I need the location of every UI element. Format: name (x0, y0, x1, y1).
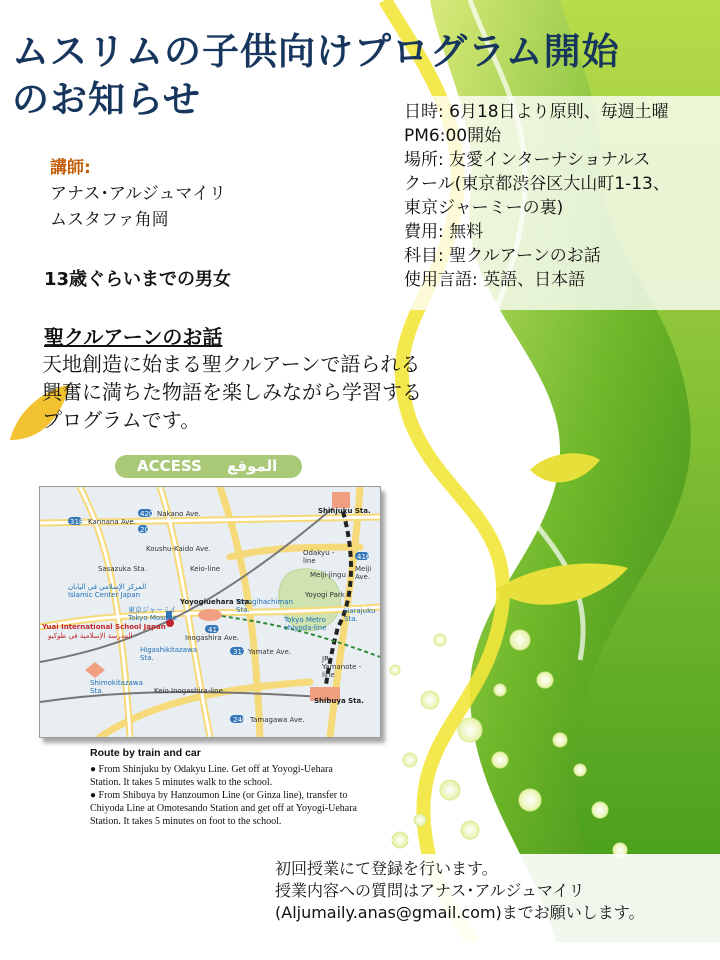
target-age: 13歳ぐらいまでの男女 (44, 269, 232, 290)
description-line-3: プログラムです。 (42, 408, 201, 432)
label-keio-inogashira: Keio Inogashira-line (154, 687, 223, 695)
label-tokyo-metro: Tokyo Metro chiyoda-line (284, 616, 327, 632)
route-413: 413 (208, 626, 222, 634)
route-line-1: ● From Shinjuku by Odakyu Line. Get off at Yoyogi-Uehara Station. It takes 5 minutes walk to the school. (90, 764, 333, 788)
info-place-note: 東京ジャーミーの裏) (404, 198, 564, 218)
label-islamic-center: Islamic Center Japan (68, 591, 141, 599)
info-place: 場所: 友愛インターナショナルス (404, 150, 651, 170)
route-318: 318 (70, 518, 84, 526)
label-meiji-ave: Meiji Ave. (355, 565, 372, 581)
title-line-2: のお知らせ (12, 78, 201, 121)
label-shibuya: Shibuya Sta. (314, 697, 364, 705)
access-map (39, 486, 381, 738)
label-harajuku: Harajuku Sta. (344, 607, 376, 623)
route-20: 20 (140, 526, 149, 534)
section-description (42, 350, 502, 434)
event-info (404, 100, 720, 292)
label-tokyo-mosque: Tokyo Mosque (128, 614, 177, 622)
label-islamic-ar: المركز الإسلامي في اليابان (68, 583, 147, 591)
route-420: 420 (140, 510, 154, 518)
label-yuai-ar: المدرسة الإسلامية في طوكيو (48, 632, 133, 640)
footer-line-1: 初回授業にて登録を行います。 (275, 859, 498, 878)
route-246: 246 (233, 716, 247, 724)
lecturer-name-2: ムスタファ角岡 (50, 210, 169, 230)
description-line-2: 興奮に満ちた物語を楽しみながら学習する (42, 380, 422, 404)
label-yoyogi-park: Yoyogi Park (305, 591, 345, 599)
label-kannana: Kannana Ave. (88, 518, 136, 526)
title-line-1: ムスリムの子供向けプログラム開始 (12, 30, 620, 73)
label-yoyogiuehara: Yoyogiuehara Sta. (180, 598, 252, 606)
label-shimokitazawa: Shimokitazawa Sta. (90, 679, 143, 695)
label-yoyogihachiman: Yoyogihachiman Sta. (236, 598, 293, 614)
label-tamagawa: Tamagawa Ave. (250, 716, 305, 724)
label-odakyu: Odakyu -line (303, 549, 335, 565)
label-yuai-school: Yuai International School Japan (42, 623, 166, 631)
route-line-2: ● From Shibuya by Hanzoumon Line (or Ginza line), transfer to Chiyoda Line at Omotesando Station and get off at Yoyogi-Uehara Station. It takes 5 minutes on foot to the school. (90, 790, 357, 827)
lecturer-block (50, 155, 226, 233)
label-higashikitazawa: Higashikitazawa Sta. (140, 646, 197, 662)
label-meiji-jingu: Meiji-jingu (310, 571, 346, 579)
label-nakano: Nakano Ave. (157, 510, 201, 518)
label-inogashira-ave: Inogashira Ave. (185, 634, 239, 642)
lecturer-name-1: アナス･アルジュマイリ (50, 184, 227, 204)
section-title: 聖クルアーンのお話 (44, 325, 223, 349)
info-place-address: クール(東京都渋谷区大山町1-13、 (404, 174, 670, 194)
label-shinjuku: Shinjuku Sta. (318, 507, 371, 515)
lecturer-label: 講師: (50, 158, 91, 178)
info-time: PM6:00開始 (404, 126, 502, 146)
label-jr-yamanote: JR Yamanote -line (322, 655, 362, 679)
info-language: 使用言語: 英語、日本語 (404, 270, 586, 290)
route-416: 416 (357, 553, 371, 561)
description-line-1: 天地創造に始まる聖クルアーンで語られる (42, 352, 421, 376)
access-label-ar: الموقع (227, 457, 278, 475)
info-date: 日時: 6月18日より原則、毎週土曜 (404, 102, 669, 122)
label-koushu: Koushu-Kaido Ave. (146, 545, 211, 553)
route-317: 317 (233, 648, 247, 656)
label-yamate: Yamate Ave. (248, 648, 292, 656)
label-sasazuka: Sasazuka Sta. (98, 565, 147, 573)
route-directions (90, 747, 360, 828)
info-cost: 費用: 無料 (404, 222, 484, 242)
footer-notes (275, 858, 720, 924)
label-tokyo-mosque-jp: 東京ジャーミイ (128, 606, 177, 614)
access-label-en: ACCESS (137, 457, 202, 475)
footer-line-2: 授業内容への質問はアナス･アルジュマイリ (275, 881, 585, 900)
label-keio: Keio-line (190, 565, 221, 573)
footer-line-3: (Aljumaily.anas@gmail.com)までお願いします。 (275, 903, 645, 922)
access-banner (115, 455, 302, 478)
info-subject: 科目: 聖クルアーンのお話 (404, 246, 601, 266)
route-title: Route by train and car (90, 747, 201, 759)
